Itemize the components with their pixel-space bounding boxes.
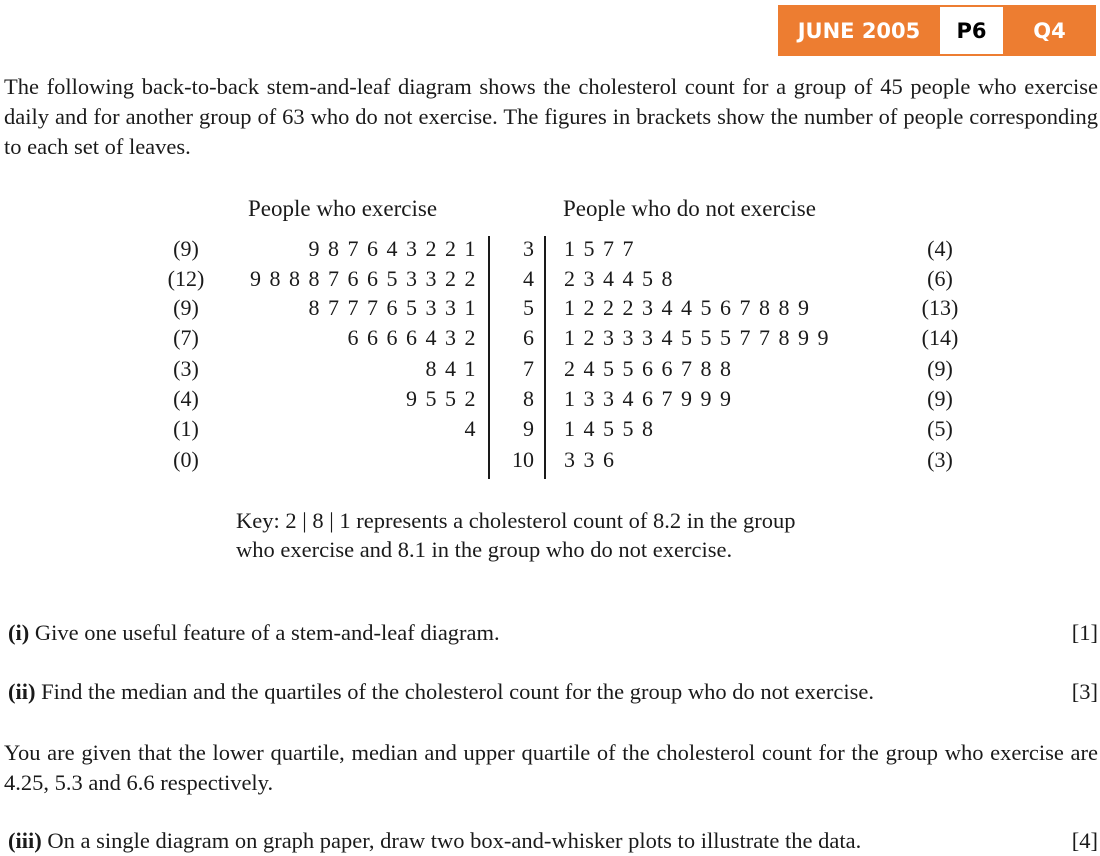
question-marks: [3] xyxy=(1071,679,1098,704)
paper-badge: P6 xyxy=(940,5,1003,56)
left-count: (4) xyxy=(173,386,199,411)
left-count: (7) xyxy=(173,325,199,350)
left-leaves: 4 xyxy=(464,416,477,441)
right-count: (13) xyxy=(921,295,959,320)
left-count: (9) xyxy=(173,236,199,261)
right-leaves: 1 3 3 4 6 7 9 9 9 xyxy=(564,386,733,411)
question-text: On a single diagram on graph paper, draw two box-and-whisker plots to illustrate the data. xyxy=(47,828,862,853)
right-count: (3) xyxy=(927,447,953,472)
left-leaves: 8 7 7 7 6 5 3 3 1 xyxy=(308,295,477,320)
stem: 6 xyxy=(523,325,534,350)
left-leaves: 8 4 1 xyxy=(425,356,477,381)
question-number: (i) xyxy=(8,620,30,645)
question-i xyxy=(8,618,1098,648)
right-leaves: 1 2 2 2 3 4 4 5 6 7 8 8 9 xyxy=(564,295,811,320)
left-leaves: 6 6 6 6 4 3 2 xyxy=(347,325,477,350)
question-text: Give one useful feature of a stem-and-leaf diagram. xyxy=(34,620,500,645)
right-count: (14) xyxy=(921,325,959,350)
stem: 4 xyxy=(523,266,534,291)
left-count: (3) xyxy=(173,356,199,381)
left-leaves: 9 8 8 8 7 6 6 5 3 3 2 2 xyxy=(250,266,477,291)
right-count: (9) xyxy=(927,386,953,411)
right-leaves: 3 3 6 xyxy=(564,447,616,472)
intro-paragraph: The following back-to-back stem-and-leaf diagram shows the cholesterol count for a group of 45 people who exercise daily and for another group of 63 who do not exercise. The figures in brackets show the number of people corresponding to each set of leaves. xyxy=(4,74,1098,159)
right-leaves: 1 4 5 5 8 xyxy=(564,416,655,441)
question-marks: [1] xyxy=(1071,620,1098,645)
left-leaves: 9 8 7 6 4 3 2 2 1 xyxy=(308,236,477,261)
left-heading: People who exercise xyxy=(248,196,438,221)
question-ii xyxy=(8,677,1098,707)
right-count: (9) xyxy=(927,356,953,381)
right-leaves: 1 2 3 3 3 4 5 5 5 7 7 8 9 9 xyxy=(564,325,830,350)
left-count: (0) xyxy=(173,447,199,472)
left-divider xyxy=(488,236,490,479)
question-text: Find the median and the quartiles of the cholesterol count for the group who do not exercise. xyxy=(41,679,875,704)
stem: 7 xyxy=(523,356,534,381)
right-leaves: 1 5 7 7 xyxy=(564,236,635,261)
question-number: (ii) xyxy=(8,679,36,704)
question-iii xyxy=(8,826,1098,856)
right-count: (4) xyxy=(927,236,953,261)
right-leaves: 2 4 5 5 6 6 7 8 8 xyxy=(564,356,733,381)
key-line-1: Key: 2 | 8 | 1 represents a cholesterol count of 8.2 in the group xyxy=(236,508,796,533)
question-number: (iii) xyxy=(8,828,42,853)
given-paragraph: You are given that the lower quartile, median and upper quartile of the cholesterol count for the group who exercise are 4.25, 5.3 and 6.6 respectively. xyxy=(4,740,1098,795)
key-line-2: who exercise and 8.1 in the group who do not exercise. xyxy=(236,537,733,562)
stem: 5 xyxy=(523,295,534,320)
question-marks: [4] xyxy=(1071,828,1098,853)
stem: 3 xyxy=(523,236,534,261)
right-divider xyxy=(544,236,546,479)
left-count: (1) xyxy=(173,416,199,441)
stem: 9 xyxy=(523,416,534,441)
right-leaves: 2 3 4 4 5 8 xyxy=(564,266,674,291)
exam-date-badge: JUNE 2005 xyxy=(778,5,940,56)
question-number-badge: Q4 xyxy=(1003,5,1096,56)
stem: 8 xyxy=(523,386,534,411)
right-heading: People who do not exercise xyxy=(563,196,816,221)
left-leaves: 9 5 5 2 xyxy=(406,386,477,411)
left-count: (12) xyxy=(167,266,205,291)
right-count: (6) xyxy=(927,266,953,291)
right-count: (5) xyxy=(927,416,953,441)
left-count: (9) xyxy=(173,295,199,320)
stem: 10 xyxy=(512,447,534,472)
